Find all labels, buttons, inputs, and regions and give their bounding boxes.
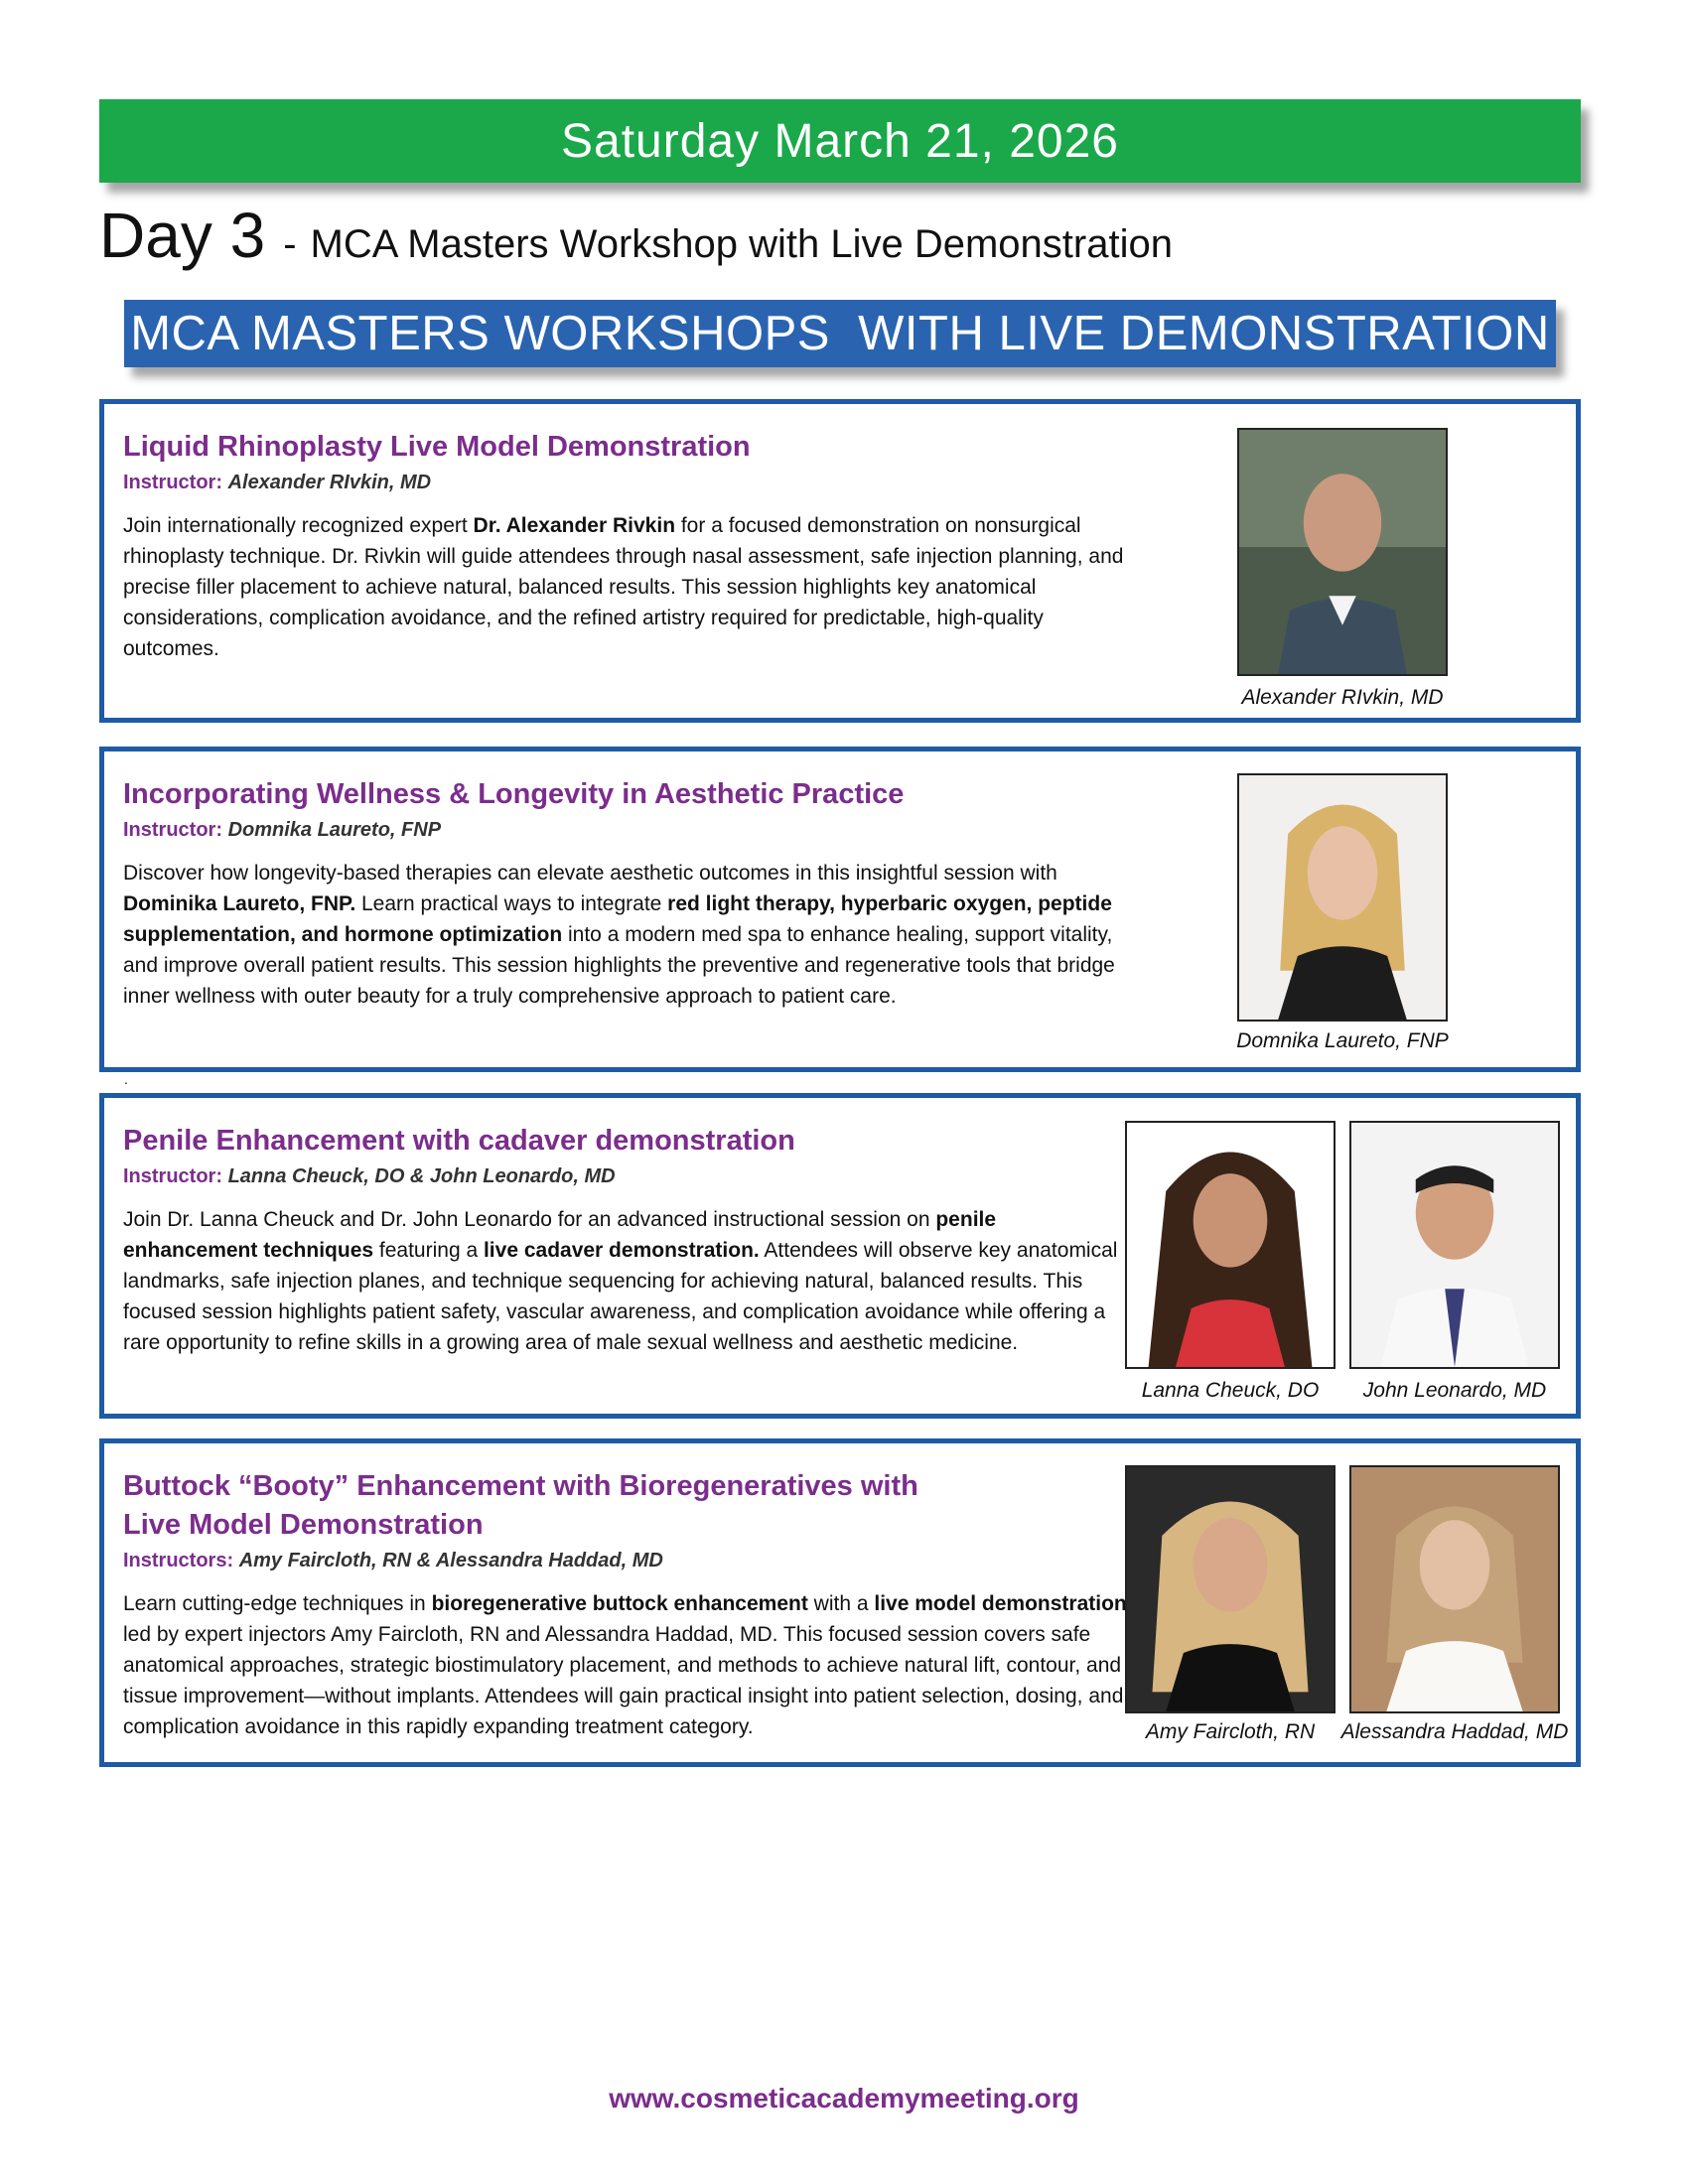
section-banner [124, 300, 1556, 367]
description-text: Attendees will observe key anatomical landmarks, safe injection planes, and technique sequencing for achieving natural, balanced results. This focused session highlights patient safety, vascular awareness, and complication avoidance while offering a rare opportunity to refine skills in a growing area of male sexual wellness and aesthetic medicine. [123, 1239, 1118, 1354]
instructor-label: Instructor: [123, 472, 222, 493]
instructor-label: Instructor: [123, 1165, 222, 1187]
event-date: Saturday March 21, 2026 [561, 114, 1119, 168]
photo-caption: Alessandra Haddad, MD [1340, 1720, 1569, 1743]
portrait-photo [1125, 1465, 1336, 1713]
instructor-label: Instructor: [123, 819, 222, 841]
day-separator: - [283, 222, 297, 266]
instructor-label: Instructors: [123, 1550, 234, 1571]
session-description [123, 510, 1136, 664]
instructor-names: Lanna Cheuck, DO & John Leonardo, MD [227, 1165, 616, 1187]
session-title-line: Buttock “Booty” Enhancement with Bioregeneratives with [123, 1470, 918, 1502]
description-emphasis: bioregenerative buttock enhancement [431, 1592, 808, 1615]
session-description [123, 858, 1136, 1012]
portrait-photo [1349, 1121, 1560, 1369]
description-emphasis: penile enhancement techniques [123, 1208, 997, 1262]
footer-website-link[interactable]: www.cosmeticacademymeeting.org [609, 2083, 1079, 2114]
photo-caption: John Leonardo, MD [1362, 1379, 1547, 1402]
description-text: led by expert injectors Amy Faircloth, RN and Alessandra Haddad, MD. This focused session covers safe anatomical approaches, strategic biostimulatory placement, and methods to achieve natural lift, contour, and tissue improvement—without implants. Attendees will gain practical insight into patient selection, dosing, and complication avoidance in this rapidly expanding treatment category. [123, 1623, 1124, 1738]
description-emphasis: live model demonstration [874, 1592, 1127, 1615]
day-subtitle: MCA Masters Workshop with Live Demonstration [310, 222, 1173, 266]
session-description [123, 1588, 1136, 1742]
description-emphasis: Dominika Laureto, FNP. [123, 892, 356, 915]
day-label: Day 3 [99, 200, 266, 271]
description-text: Join internationally recognized expert [123, 514, 474, 537]
description-text: into a modern med spa to enhance healing, support vitality, and improve overall patient results. This session highlights the preventive and regenerative tools that bridge inner wellness with outer beauty for a truly comprehensive approach to patient care. [123, 923, 1115, 1008]
description-emphasis: Dr. Alexander Rivkin [473, 514, 676, 537]
session-title: Liquid Rhinoplasty Live Model Demonstration [123, 431, 751, 463]
session-title [123, 1467, 1136, 1545]
day-heading [99, 199, 1173, 272]
session-instructor [123, 1547, 1136, 1574]
description-text: Learn practical ways to integrate [355, 892, 668, 915]
description-text: Learn cutting-edge techniques in [123, 1592, 432, 1615]
session-title: Penile Enhancement with cadaver demonstration [123, 1125, 795, 1157]
description-text: Join Dr. Lanna Cheuck and Dr. John Leonardo for an advanced instructional session on [123, 1208, 936, 1231]
photo-caption: Amy Faircloth, RN [1145, 1720, 1316, 1743]
date-banner [99, 99, 1581, 183]
description-text: for a focused demonstration on nonsurgical rhinoplasty technique. Dr. Rivkin will guide attendees through nasal assessment, safe injection planning, and precise filler placement to achieve natural, balanced results. This session highlights key anatomical considerations, complication avoidance, and the refined artistry required for predictable, high-quality outcomes. [123, 514, 1124, 660]
section-banner-title: MCA MASTERS WORKSHOPS WITH LIVE DEMONSTRATION [130, 307, 1550, 360]
description-text: featuring a [373, 1239, 484, 1262]
session-card-penile-enhancement [99, 1093, 1581, 1419]
session-instructor [123, 469, 1136, 496]
photo-caption: Domnika Laureto, FNP [1236, 1029, 1449, 1052]
instructor-names: Amy Faircloth, RN & Alessandra Haddad, MD [238, 1550, 663, 1571]
session-title-line: Live Model Demonstration [123, 1509, 484, 1541]
photo-caption: Lanna Cheuck, DO [1141, 1379, 1320, 1402]
instructor-names: Domnika Laureto, FNP [227, 819, 442, 841]
stray-mark: . [124, 1071, 128, 1087]
session-instructor [123, 1162, 1136, 1190]
session-card-buttock-enhancement [99, 1438, 1581, 1767]
portrait-photo [1125, 1121, 1336, 1369]
portrait-photo [1237, 773, 1448, 1022]
session-instructor [123, 816, 1136, 844]
session-description [123, 1204, 1136, 1358]
portrait-photo [1349, 1465, 1560, 1713]
description-emphasis: red light therapy, hyperbaric oxygen, peptide supplementation, and hormone optimization [123, 892, 1112, 946]
photo-caption: Alexander RIvkin, MD [1241, 686, 1444, 709]
description-text: Discover how longevity-based therapies can elevate aesthetic outcomes in this insightful session with [123, 862, 1057, 885]
session-title: Incorporating Wellness & Longevity in Aesthetic Practice [123, 778, 905, 810]
session-card-rhinoplasty [99, 399, 1581, 723]
description-text: with a [807, 1592, 875, 1615]
session-card-wellness-longevity [99, 747, 1581, 1087]
instructor-names: Alexander RIvkin, MD [227, 472, 432, 493]
description-emphasis: live cadaver demonstration. [483, 1239, 760, 1262]
portrait-photo [1237, 428, 1448, 676]
